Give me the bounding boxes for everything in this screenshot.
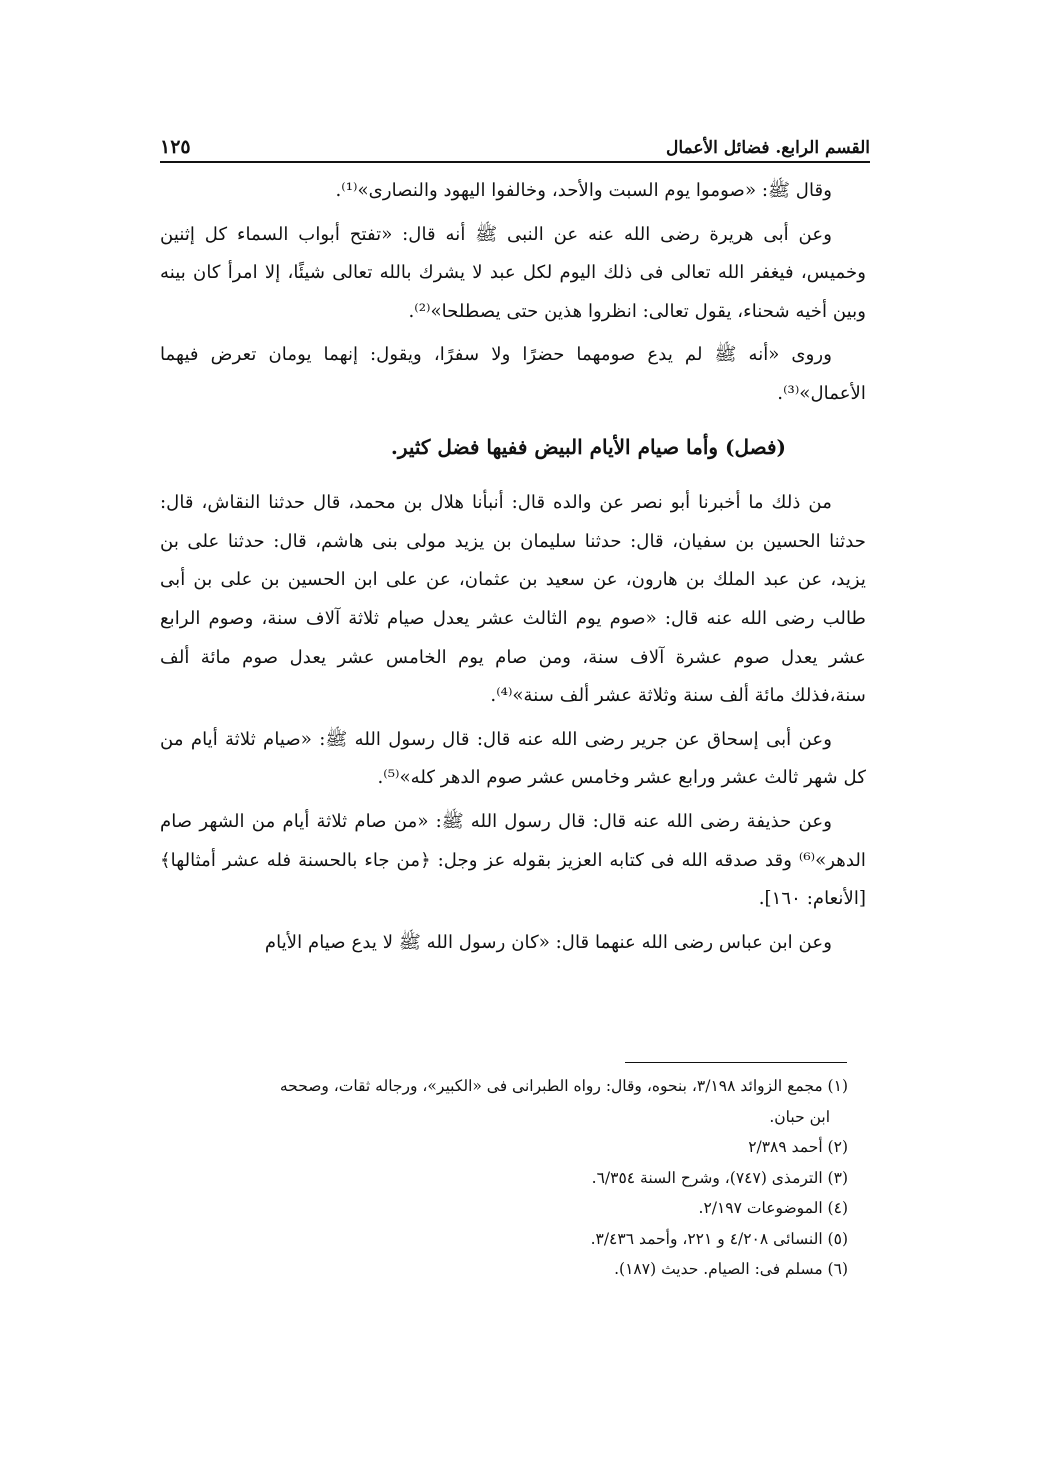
paragraph: وعن أبى إسحاق عن جرير رضى الله عنه قال: قال رسول الله ﷺ: «صيام ثلاثة أيام من كل شهر ثالث عشر ورابع عشر وخامس عشر صوم الدهر كله»⁽⁵⁾.: [160, 728, 866, 789]
footnote-4: (٤) الموضوعات ٢/١٩٧.: [698, 1199, 848, 1217]
page-header: [160, 122, 870, 158]
footnote-3: (٣) الترمذى (٧٤٧)، وشرح السنة ٦/٣٥٤.: [591, 1168, 848, 1187]
running-title: القسم الرابع. فضائل الأعمال: [665, 138, 870, 158]
paragraph: وعن أبى هريرة رضى الله عنه عن النبى ﷺ أنه قال: «تفتح أبواب السماء كل إثنين وخميس، فيغفر الله تعالى فى ذلك اليوم لكل عبد لا يشرك بالله تعالى شيئًا، إلا امرأ كان بينه وبين أخيه شحناء، يقول تعالى: انظروا هذين حتى يصطلحا»⁽²⁾.: [160, 223, 866, 322]
footnote-5: (٥) النسائى ٤/٢٠٨ و ٢٢١، وأحمد ٣/٤٣٦.: [590, 1229, 848, 1248]
section-heading: (فصل) وأما صيام الأيام البيض ففيها فضل كثير.: [390, 434, 786, 459]
page-number: ١٢٥: [160, 136, 191, 158]
footnote-6: (٦) مسلم فى: الصيام. حديث (١٨٧).: [614, 1260, 848, 1278]
footnote-separator: [625, 1062, 847, 1063]
footnote-1: (١) مجمع الزوائد ٣/١٩٨، بنحوه، وقال: رواه الطبرانى فى «الكبير»، ورجاله ثقات، وصححه: [279, 1077, 848, 1095]
paragraph: وعن حذيفة رضى الله عنه قال: قال رسول الله ﷺ: «من صام ثلاثة أيام من الشهر صام الدهر»⁽⁶⁾ وقد صدقه الله فى كتابه العزيز بقوله عز وجل: ﴿من جاء بالحسنة فله عشر أمثالها﴾ [الأنعام: ١٦٠].: [160, 810, 866, 910]
paragraph: وعن ابن عباس رضى الله عنهما قال: «كان رسول الله ﷺ لا يدع صيام الأيام: [264, 931, 832, 953]
main-text: [160, 172, 866, 967]
paragraph: وروى «أنه ﷺ لم يدع صومهما حضرًا ولا سفرًا، ويقول: إنهما يومان تعرض فيهما الأعمال»⁽³⁾.: [160, 344, 866, 404]
paragraph: وقال ﷺ: «صوموا يوم السبت والأحد، وخالفوا اليهود والنصارى»⁽¹⁾.: [335, 180, 832, 201]
header-rule: [160, 161, 870, 163]
footnotes: [160, 1071, 866, 1285]
footnote-2: (٢) أحمد ٢/٣٨٩: [748, 1138, 848, 1156]
footnote-1-continuation: ابن حبان.: [769, 1107, 830, 1126]
paragraph: من ذلك ما أخبرنا أبو نصر عن والده قال: أنبأنا هلال بن محمد، قال حدثنا النقاش، قال: حدثنا الحسين بن سفيان، قال: حدثنا سليمان بن يزيد مولى بنى هاشم، قال: حدثنا على بن يزيد، عن عبد الملك بن هارون، عن سعيد بن عثمان، عن على ابن الحسين بن على بن أبى طالب رضى الله عنه قال: «صوم يوم الثالث عشر يعدل صيام ثلاثة آلاف سنة، وصوم الرابع عشر يعدل صوم عشرة آلاف سنة، ومن صام يوم الخامس عشر يعدل صوم مائة ألف سنة،فذلك مائة ألف سنة وثلاثة عشر ألف سنة»⁽⁴⁾.: [160, 492, 866, 707]
